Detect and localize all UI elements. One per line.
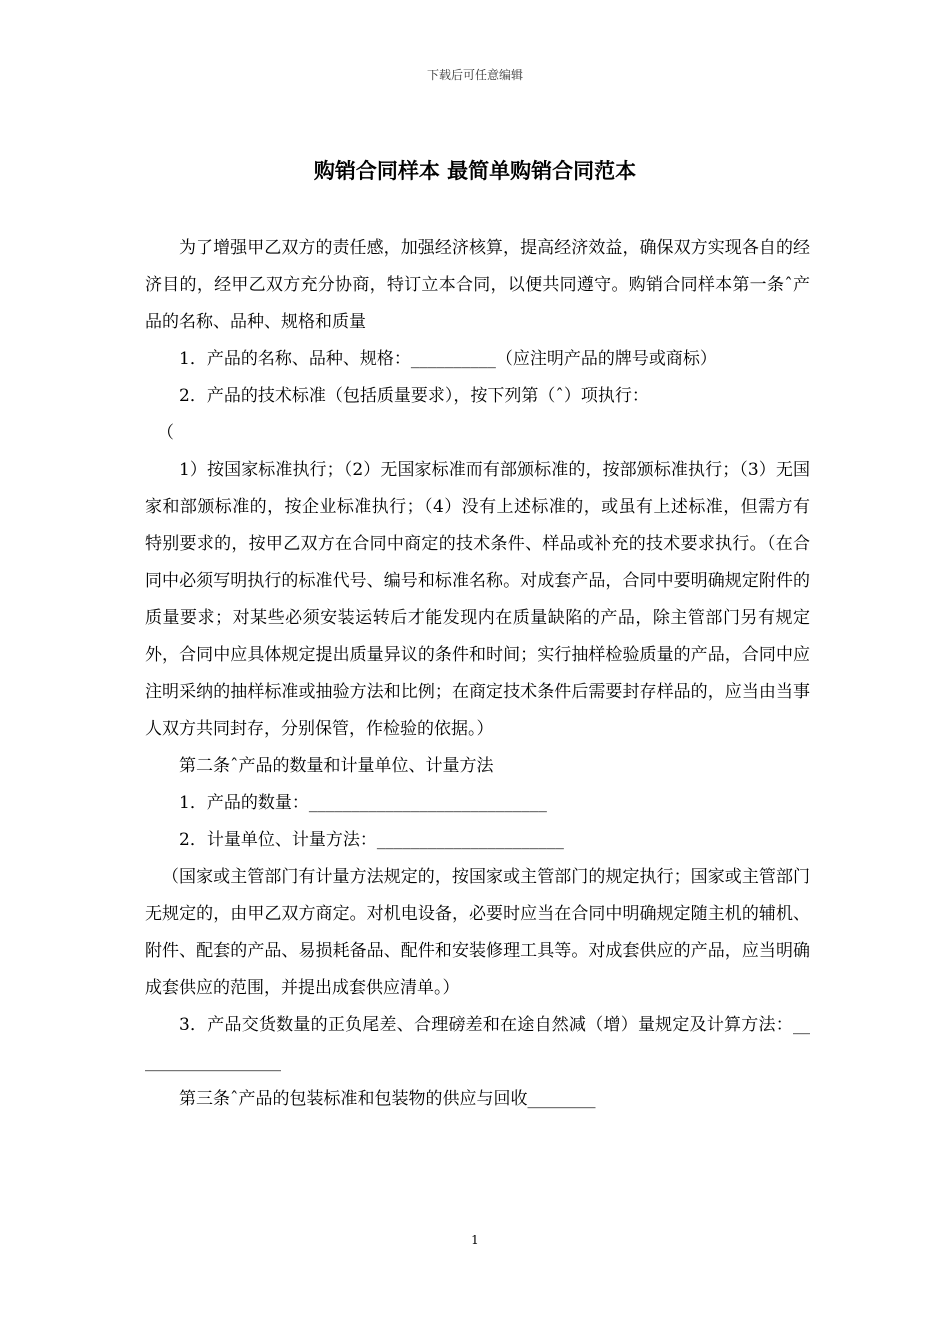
clause-1-item-1: 1．产品的名称、品种、规格：__________（应注明产品的牌号或商标） [179, 349, 717, 369]
clause-2-item-3: 3．产品交货数量的正负尾差、合理磅差和在途自然减（增）量规定及计算方法：__________________ [145, 1015, 810, 1072]
page-header: 下载后可任意编辑 [426, 68, 523, 82]
clause-3-heading: 第三条ˆ产品的包装标准和包装物的供应与回收________ [179, 1089, 596, 1109]
open-paren-line: （ [157, 423, 174, 443]
clause-2-heading: 第二条ˆ产品的数量和计量单位、计量方法 [179, 756, 494, 776]
document-body [145, 230, 810, 1118]
clause-1-item-2: 2．产品的技术标准（包括质量要求），按下列第（ˆ）项执行： [179, 386, 649, 406]
clause-2-item-1: 1．产品的数量：____________________________ [179, 793, 547, 813]
intro-paragraph: 为了增强甲乙双方的责任感，加强经济核算，提高经济效益，确保双方实现各自的经济目的，经甲乙双方充分协商，特订立本合同，以便共同遵守。购销合同样本第一条ˆ产品的名称、品种、规格和质量 [145, 238, 810, 332]
clause-2-item-2: 2．计量单位、计量方法：______________________ [179, 830, 564, 850]
measurement-note-paragraph: （国家或主管部门有计量方法规定的，按国家或主管部门的规定执行；国家或主管部门无规定的，由甲乙双方商定。对机电设备，必要时应当在合同中明确规定随主机的辅机、附件、配套的产品、易损耗备品、配件和安装修理工具等。对成套供应的产品，应当明确成套供应的范围，并提出成套供应清单。） [145, 867, 810, 998]
document-title: 购销合同样本 最简单购销合同范本 [313, 158, 637, 183]
page-number: 1 [471, 1233, 479, 1247]
standards-paragraph: 1）按国家标准执行；（2）无国家标准而有部颁标准的，按部颁标准执行；（3）无国家和部颁标准的，按企业标准执行；（4）没有上述标准的，或虽有上述标准，但需方有特别要求的，按甲乙双方在合同中商定的技术条件、样品或补充的技术要求执行。（在合同中必须写明执行的标准代号、编号和标准名称。对成套产品，合同中要明确规定附件的质量要求；对某些必须安装运转后才能发现内在质量缺陷的产品，除主管部门另有规定外，合同中应具体规定提出质量异议的条件和时间；实行抽样检验质量的产品，合同中应注明采纳的抽样标准或抽验方法和比例；在商定技术条件后需要封存样品的，应当由当事人双方共同封存，分别保管，作检验的依据。） [145, 460, 810, 739]
